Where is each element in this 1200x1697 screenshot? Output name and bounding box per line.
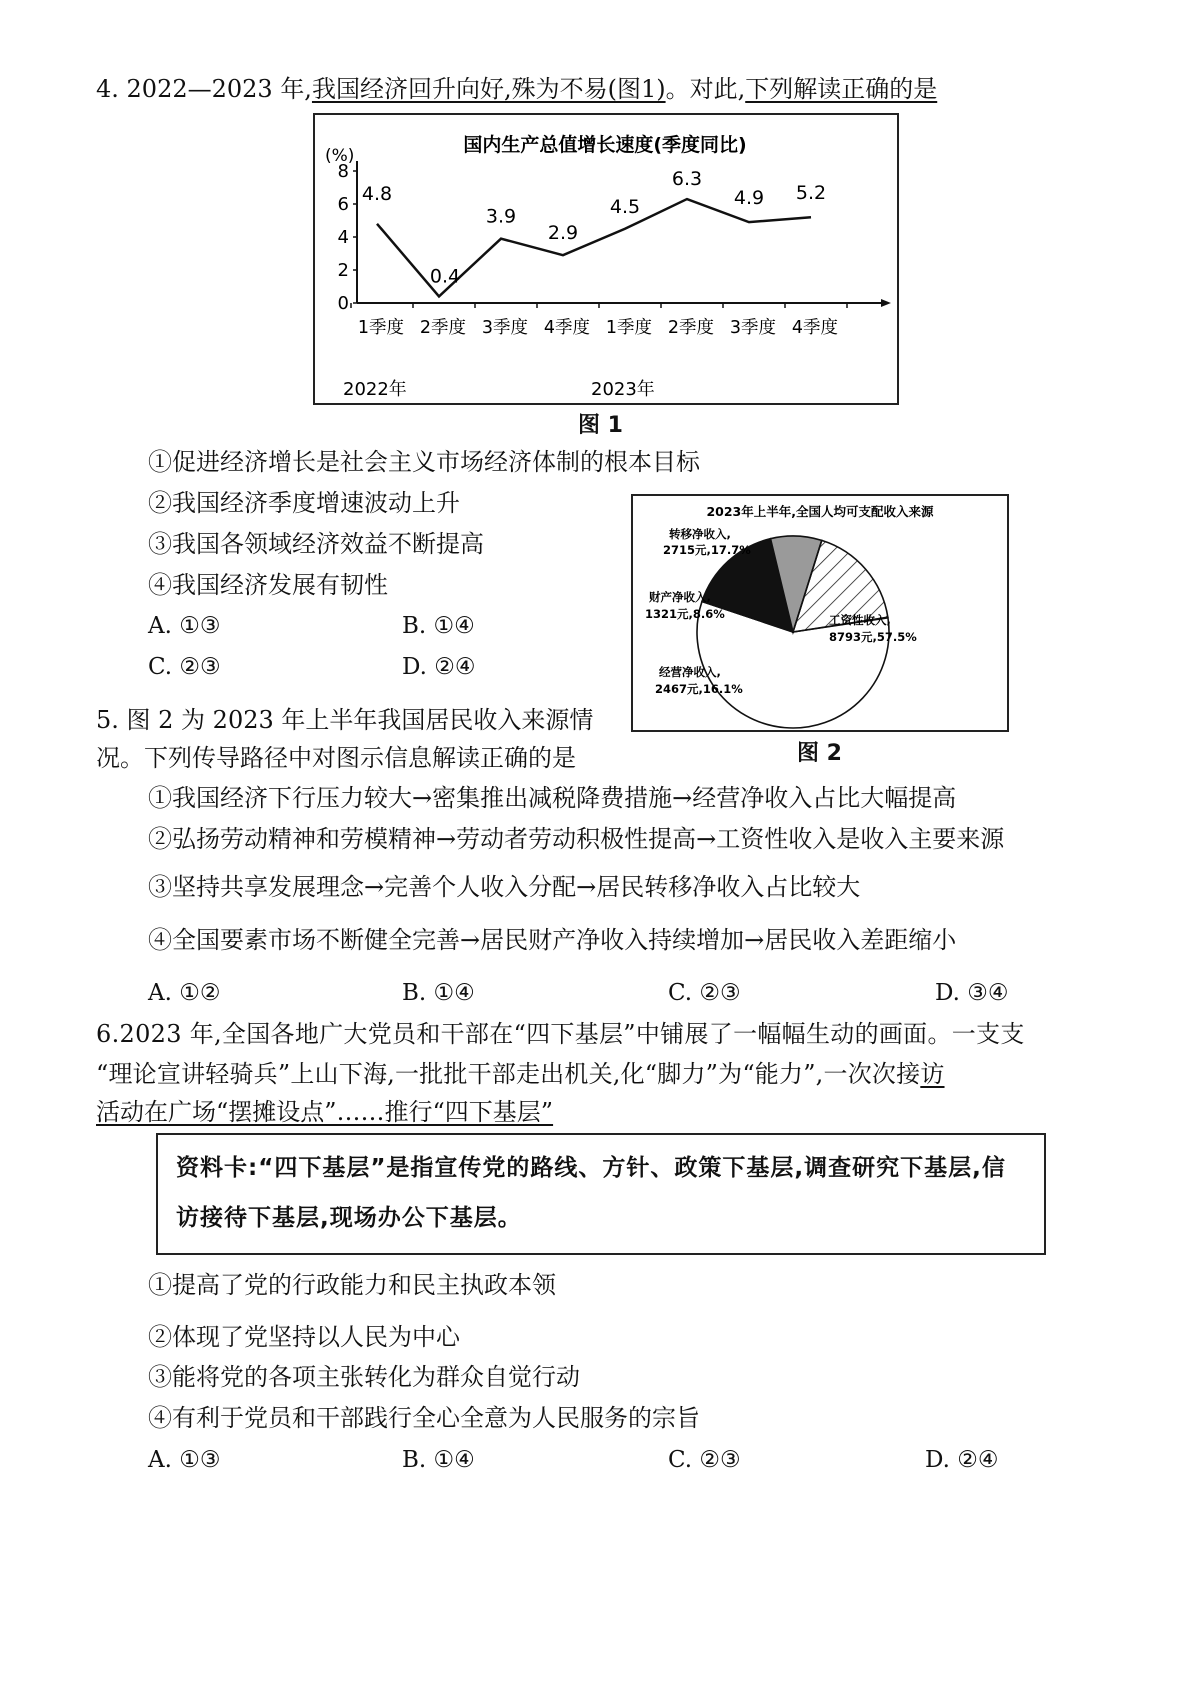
chart1-data-label: 0.4 (429, 265, 461, 288)
chart1-data-label: 2.9 (547, 222, 579, 245)
q6-stem-line3: 活动在广场“摆摊设点”……推行“四下基层” (96, 1098, 554, 1126)
q5-statement-4: ④全国要素市场不断健全完善→居民财产净收入持续增加→居民收入差距缩小 (148, 926, 957, 954)
q6-stem-line1: 6.2023 年,全国各地广大党员和干部在“四下基层”中铺展了一幅幅生动的画面。一支支 (96, 1020, 1025, 1048)
figure1-frame (313, 113, 899, 405)
q4-stem-number: 4. 2022—2023 年, (96, 75, 312, 103)
chart2-label-business-value: 2467元,16.1% (655, 682, 743, 696)
q5-option-b[interactable]: B. ①④ (402, 980, 475, 1006)
chart1-title: 国内生产总值增长速度(季度同比) (463, 134, 747, 156)
q6-statement-4: ④有利于党员和干部践行全心全意为人民服务的宗旨 (148, 1404, 700, 1432)
chart1-ytick-label: 6 (337, 194, 349, 215)
chart1-data-label: 4.5 (609, 195, 641, 218)
chart1-ytick-label: 2 (337, 260, 349, 281)
chart1-data-label: 4.9 (733, 187, 765, 210)
q6-option-b[interactable]: B. ①④ (402, 1447, 475, 1473)
q6-option-a[interactable]: A. ①③ (148, 1447, 221, 1473)
chart1-xtick-label: 4季度 (543, 318, 591, 338)
figure2-pie-chart (633, 496, 1007, 730)
q4-option-b[interactable]: B. ①④ (402, 613, 475, 639)
q4-stem-underlined: 我国经济回升向好,殊为不易(图1) (311, 75, 666, 103)
chart1-ytick-label: 0 (337, 293, 349, 314)
chart2-label-property-value: 1321元,8.6% (645, 607, 725, 621)
q4-statement-3: ③我国各领域经济效益不断提高 (148, 530, 484, 558)
q6-stem-line2-main: “理论宣讲轻骑兵”上山下海,一批批干部走出机关,化“脚力”为“能力”,一次次接 (96, 1060, 921, 1088)
chart1-data-label: 4.8 (361, 182, 393, 205)
chart2-title: 2023年上半年,全国人均可支配收入来源 (706, 504, 934, 519)
chart1-xtick-label: 4季度 (791, 318, 839, 338)
chart1-ytick-label: 4 (337, 227, 349, 248)
chart1-data-label: 5.2 (795, 182, 827, 205)
q4-option-a[interactable]: A. ①③ (148, 613, 221, 639)
q4-statement-4: ④我国经济发展有韧性 (148, 571, 388, 599)
q6-statement-3: ③能将党的各项主张转化为群众自觉行动 (148, 1363, 580, 1391)
chart1-xtick-label: 2季度 (667, 318, 715, 338)
q6-statement-1: ①提高了党的行政能力和民主执政本领 (148, 1271, 556, 1299)
q6-stem-line2-end: 访 (920, 1060, 945, 1088)
q6-option-d[interactable]: D. ②④ (925, 1447, 999, 1473)
q5-stem-line2: 况。下列传导路径中对图示信息解读正确的是 (96, 744, 576, 772)
info-card (156, 1133, 1046, 1255)
chart1-year-label-2022: 2022年 (343, 379, 407, 400)
chart1-ytick-label: 8 (337, 161, 349, 182)
q4-stem-end: 下列解读正确的是 (745, 75, 938, 103)
figure2-frame (631, 494, 1009, 732)
chart1-xtick-label: 2季度 (419, 318, 467, 338)
chart1-year-label-2023: 2023年 (591, 379, 655, 400)
chart2-label-property-name: 财产净收入, (649, 590, 711, 604)
chart1-ylabel: (%) (325, 146, 355, 166)
chart1-yticks (338, 161, 357, 314)
chart2-label-wage-value: 8793元,57.5% (829, 630, 917, 644)
q6-statement-2: ②体现了党坚持以人民为中心 (148, 1323, 460, 1351)
q6-option-c[interactable]: C. ②③ (668, 1447, 741, 1473)
q5-option-c[interactable]: C. ②③ (668, 980, 741, 1006)
q5-statement-3: ③坚持共享发展理念→完善个人收入分配→居民转移净收入占比较大 (148, 873, 861, 901)
figure2-caption: 图 2 (797, 741, 842, 766)
q5-option-a[interactable]: A. ①② (148, 980, 221, 1006)
q6-stem-line2 (96, 1059, 945, 1089)
q5-stem-line1: 5. 图 2 为 2023 年上半年我国居民收入来源情 (96, 706, 594, 734)
q4-stem (96, 74, 937, 104)
chart2-label-transfer-name: 转移净收入, (669, 527, 731, 541)
q5-statement-2: ②弘扬劳动精神和劳模精神→劳动者劳动积极性提高→工资性收入是收入主要来源 (148, 825, 1005, 853)
figure1-line-chart (315, 115, 897, 403)
q4-statement-1: ①促进经济增长是社会主义市场经济体制的根本目标 (148, 448, 700, 476)
chart1-xtick-label: 3季度 (481, 318, 529, 338)
figure1-caption: 图 1 (578, 413, 623, 438)
chart1-data-label: 3.9 (485, 205, 517, 228)
q4-option-c[interactable]: C. ②③ (148, 654, 221, 680)
chart2-label-wage-name: 工资性收入, (829, 613, 891, 627)
chart1-xtick-label: 3季度 (729, 318, 777, 338)
q4-stem-middle: 。对此, (665, 75, 746, 103)
chart1-xtick-label: 1季度 (605, 318, 653, 338)
q4-option-d[interactable]: D. ②④ (402, 654, 476, 680)
chart1-data-label: 6.3 (671, 168, 703, 191)
info-card-text: 资料卡:“四下基层”是指宣传党的路线、方针、政策下基层,调查研究下基层,信访接待下基层,现场办公下基层。 (176, 1155, 1006, 1231)
chart1-x-arrow (881, 299, 891, 307)
q5-statement-1: ①我国经济下行压力较大→密集推出减税降费措施→经营净收入占比大幅提高 (148, 784, 957, 812)
chart2-label-business-name: 经营净收入, (659, 665, 721, 679)
chart1-xticks (351, 303, 847, 338)
q4-statement-2: ②我国经济季度增速波动上升 (148, 489, 460, 517)
chart1-data-labels (362, 168, 826, 287)
q5-option-d[interactable]: D. ③④ (935, 980, 1009, 1006)
chart1-xtick-label: 1季度 (357, 318, 405, 338)
chart2-label-transfer-value: 2715元,17.7% (663, 543, 751, 557)
